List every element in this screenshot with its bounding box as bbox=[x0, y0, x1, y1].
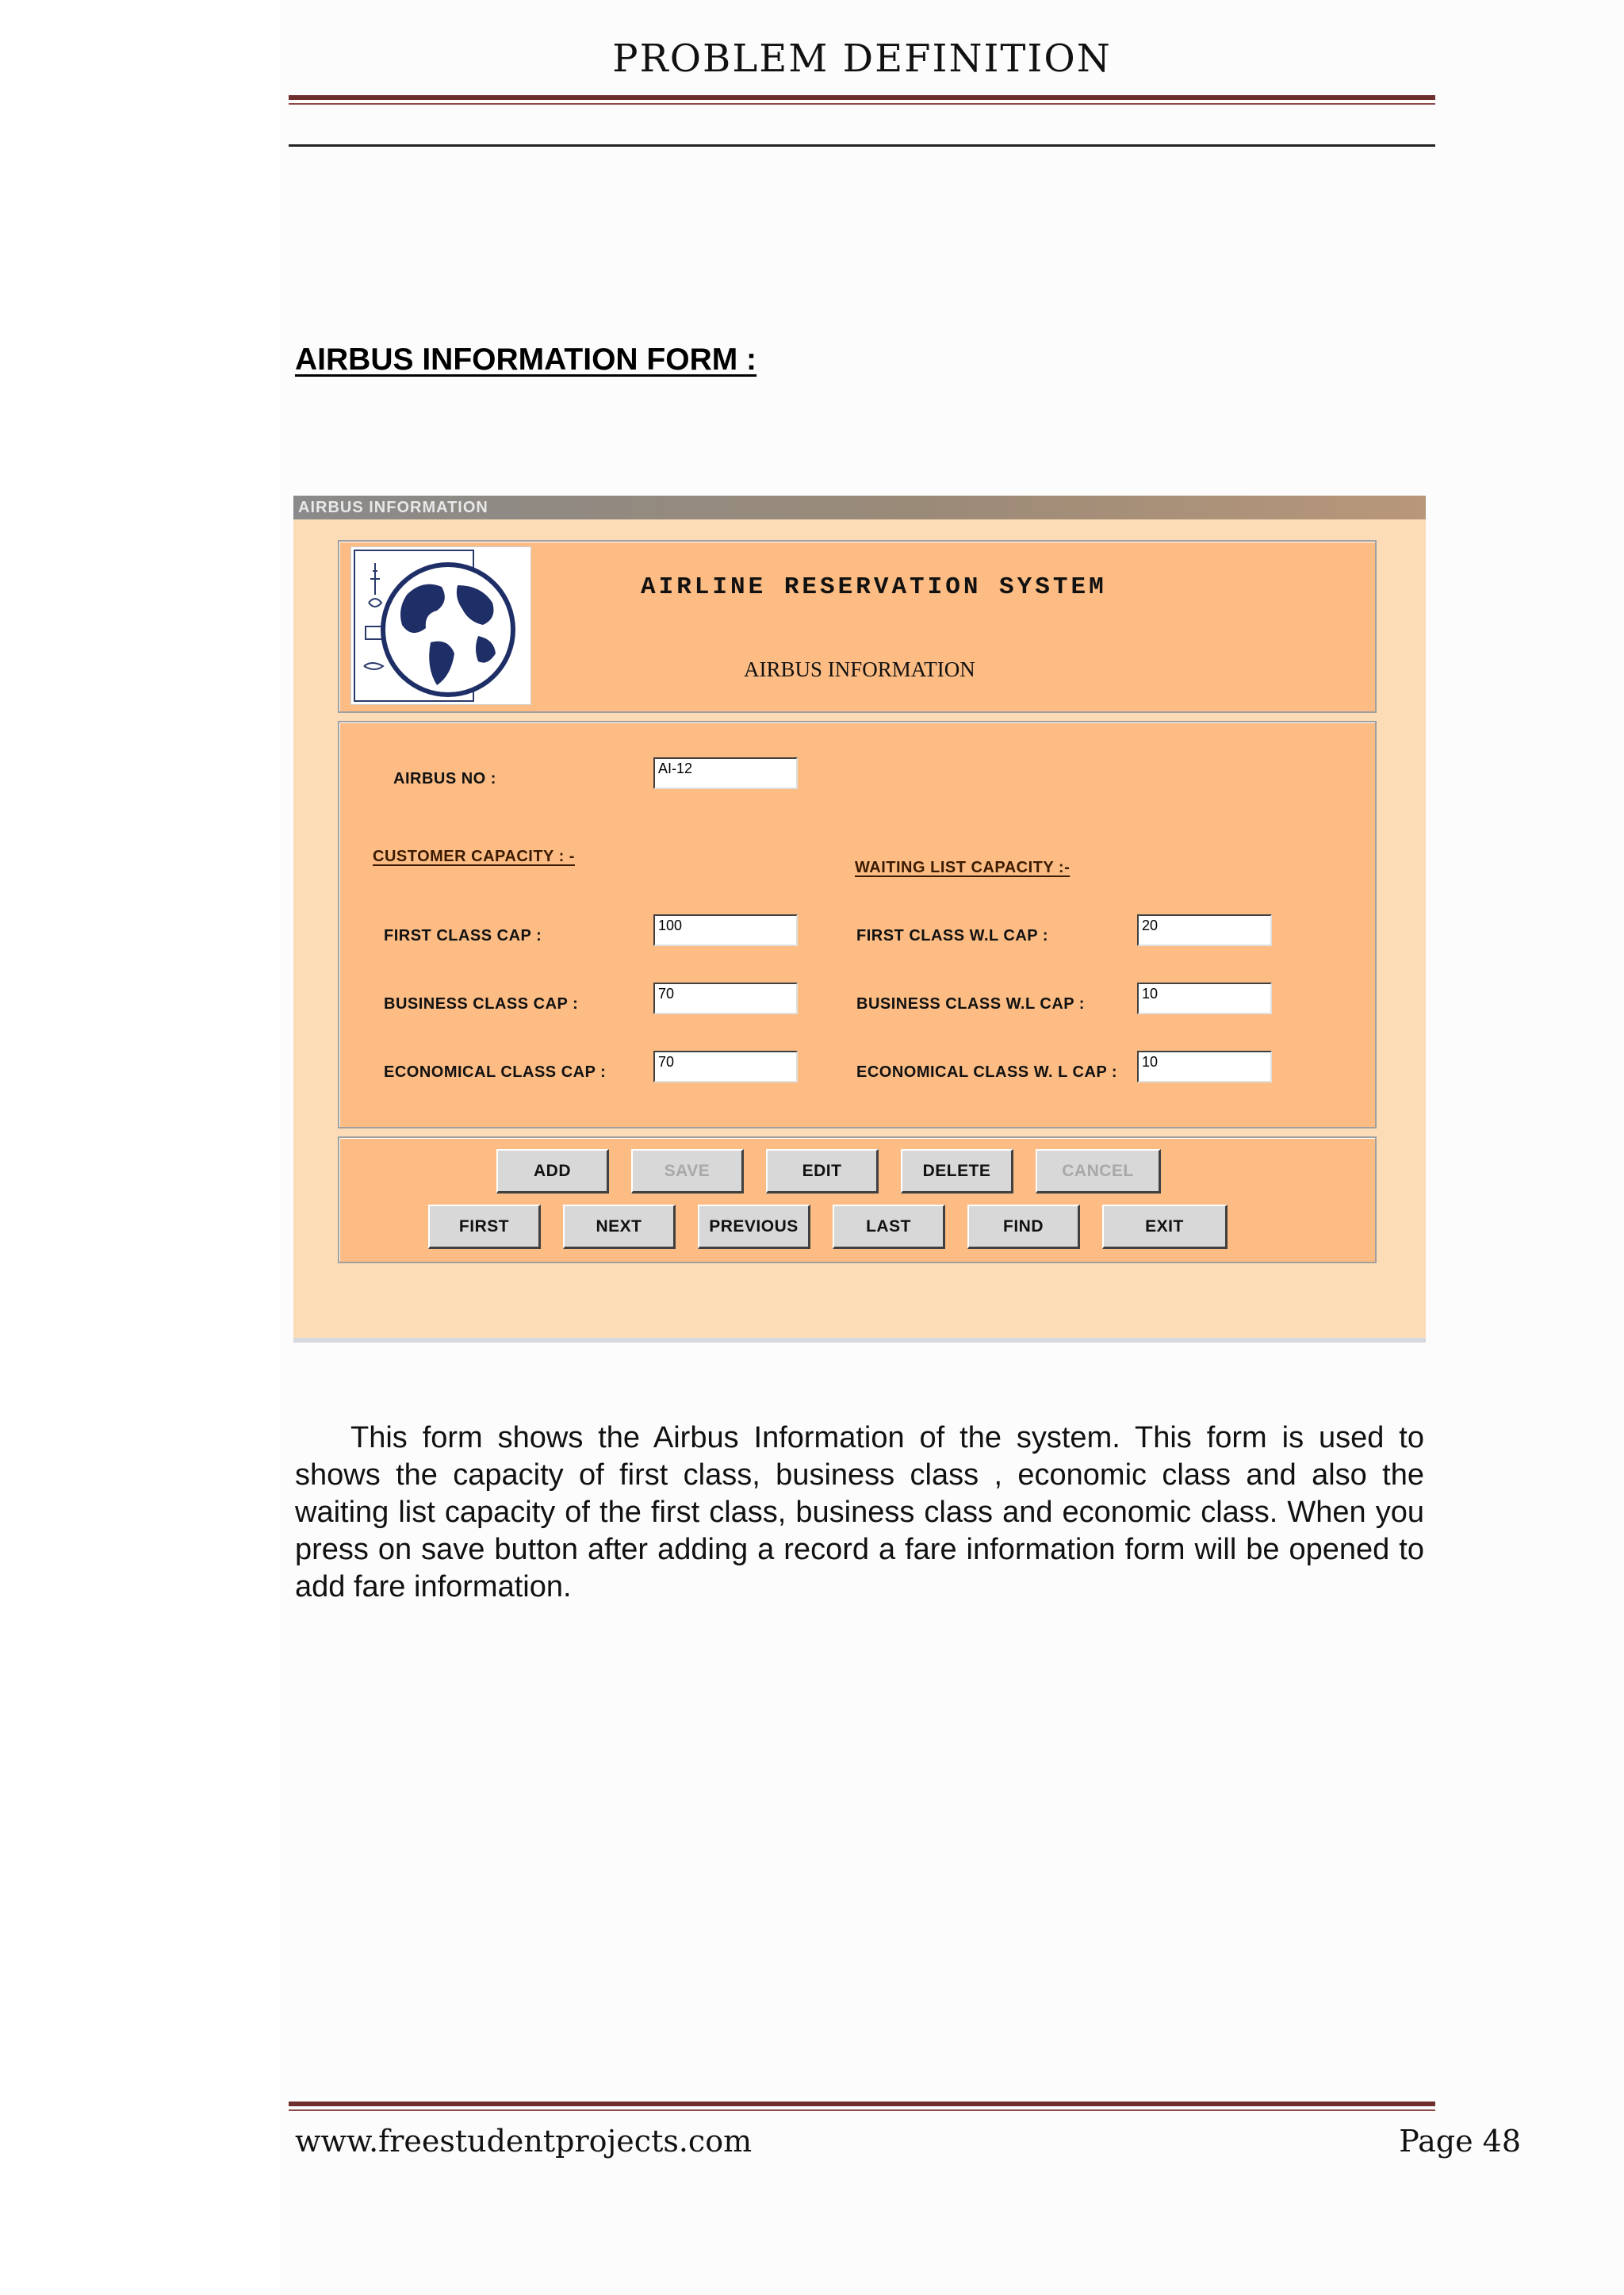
header-rule-black bbox=[289, 144, 1435, 147]
footer-url: www.freestudentprojects.com bbox=[295, 2124, 753, 2159]
first-class-cap-field[interactable]: 100 bbox=[653, 914, 798, 946]
edit-button[interactable]: EDIT bbox=[766, 1149, 879, 1193]
button-panel bbox=[338, 1136, 1377, 1263]
first-class-wl-cap-label: FIRST CLASS W.L CAP : bbox=[856, 927, 1048, 944]
page-header-title: PROBLEM DEFINITION bbox=[612, 36, 1112, 81]
exit-button[interactable]: EXIT bbox=[1102, 1205, 1228, 1249]
first-class-wl-cap-field[interactable]: 20 bbox=[1137, 914, 1272, 946]
window-bottom-edge bbox=[293, 1338, 1426, 1343]
economical-class-cap-field[interactable]: 70 bbox=[653, 1051, 798, 1082]
header-rule-thick bbox=[289, 95, 1435, 100]
find-button[interactable]: FIND bbox=[967, 1205, 1080, 1249]
footer-rule-thick bbox=[289, 2102, 1435, 2106]
first-button[interactable]: FIRST bbox=[428, 1205, 541, 1249]
last-button[interactable]: LAST bbox=[833, 1205, 945, 1249]
customer-capacity-heading: CUSTOMER CAPACITY : - bbox=[373, 848, 575, 865]
globe-logo-icon bbox=[350, 546, 531, 705]
business-class-cap-field[interactable]: 70 bbox=[653, 983, 798, 1014]
previous-button[interactable]: PREVIOUS bbox=[698, 1205, 810, 1249]
business-class-wl-cap-label: BUSINESS CLASS W.L CAP : bbox=[856, 995, 1085, 1013]
airbus-no-label: AIRBUS NO : bbox=[393, 770, 496, 787]
section-heading: AIRBUS INFORMATION FORM : bbox=[295, 343, 757, 377]
header-panel bbox=[338, 540, 1377, 713]
form-subtitle: AIRBUS INFORMATION bbox=[744, 657, 975, 681]
footer-page-number: Page 48 bbox=[1399, 2124, 1521, 2159]
waiting-list-capacity-heading: WAITING LIST CAPACITY :- bbox=[855, 859, 1071, 876]
economical-class-wl-cap-label: ECONOMICAL CLASS W. L CAP : bbox=[856, 1063, 1118, 1081]
economical-class-cap-label: ECONOMICAL CLASS CAP : bbox=[384, 1063, 607, 1081]
save-button[interactable]: SAVE bbox=[631, 1149, 744, 1193]
description-text: This form shows the Airbus Information of the system. This form is used to shows the capacity of first class, business class , economic class and also the waiting list capacity of the first class, business class and economic class. When you press on save button after adding a record a fare information form will be opened to add fare information. bbox=[295, 1421, 1424, 1603]
next-button[interactable]: NEXT bbox=[563, 1205, 676, 1249]
delete-button[interactable]: DELETE bbox=[901, 1149, 1013, 1193]
first-class-cap-label: FIRST CLASS CAP : bbox=[384, 927, 542, 944]
description-paragraph bbox=[295, 1420, 1424, 1606]
header-rule-thin bbox=[289, 103, 1435, 105]
form-panel bbox=[338, 721, 1377, 1128]
economical-class-wl-cap-field[interactable]: 10 bbox=[1137, 1051, 1272, 1082]
business-class-wl-cap-field[interactable]: 10 bbox=[1137, 983, 1272, 1014]
airbus-no-field[interactable]: AI-12 bbox=[653, 757, 798, 789]
business-class-cap-label: BUSINESS CLASS CAP : bbox=[384, 995, 579, 1013]
airbus-information-window bbox=[293, 496, 1426, 1343]
add-button[interactable]: ADD bbox=[496, 1149, 609, 1193]
footer-rule-thin bbox=[289, 2109, 1435, 2111]
window-title-bar: AIRBUS INFORMATION bbox=[293, 496, 1426, 519]
cancel-button[interactable]: CANCEL bbox=[1036, 1149, 1161, 1193]
app-title: AIRLINE RESERVATION SYSTEM bbox=[641, 573, 1107, 601]
